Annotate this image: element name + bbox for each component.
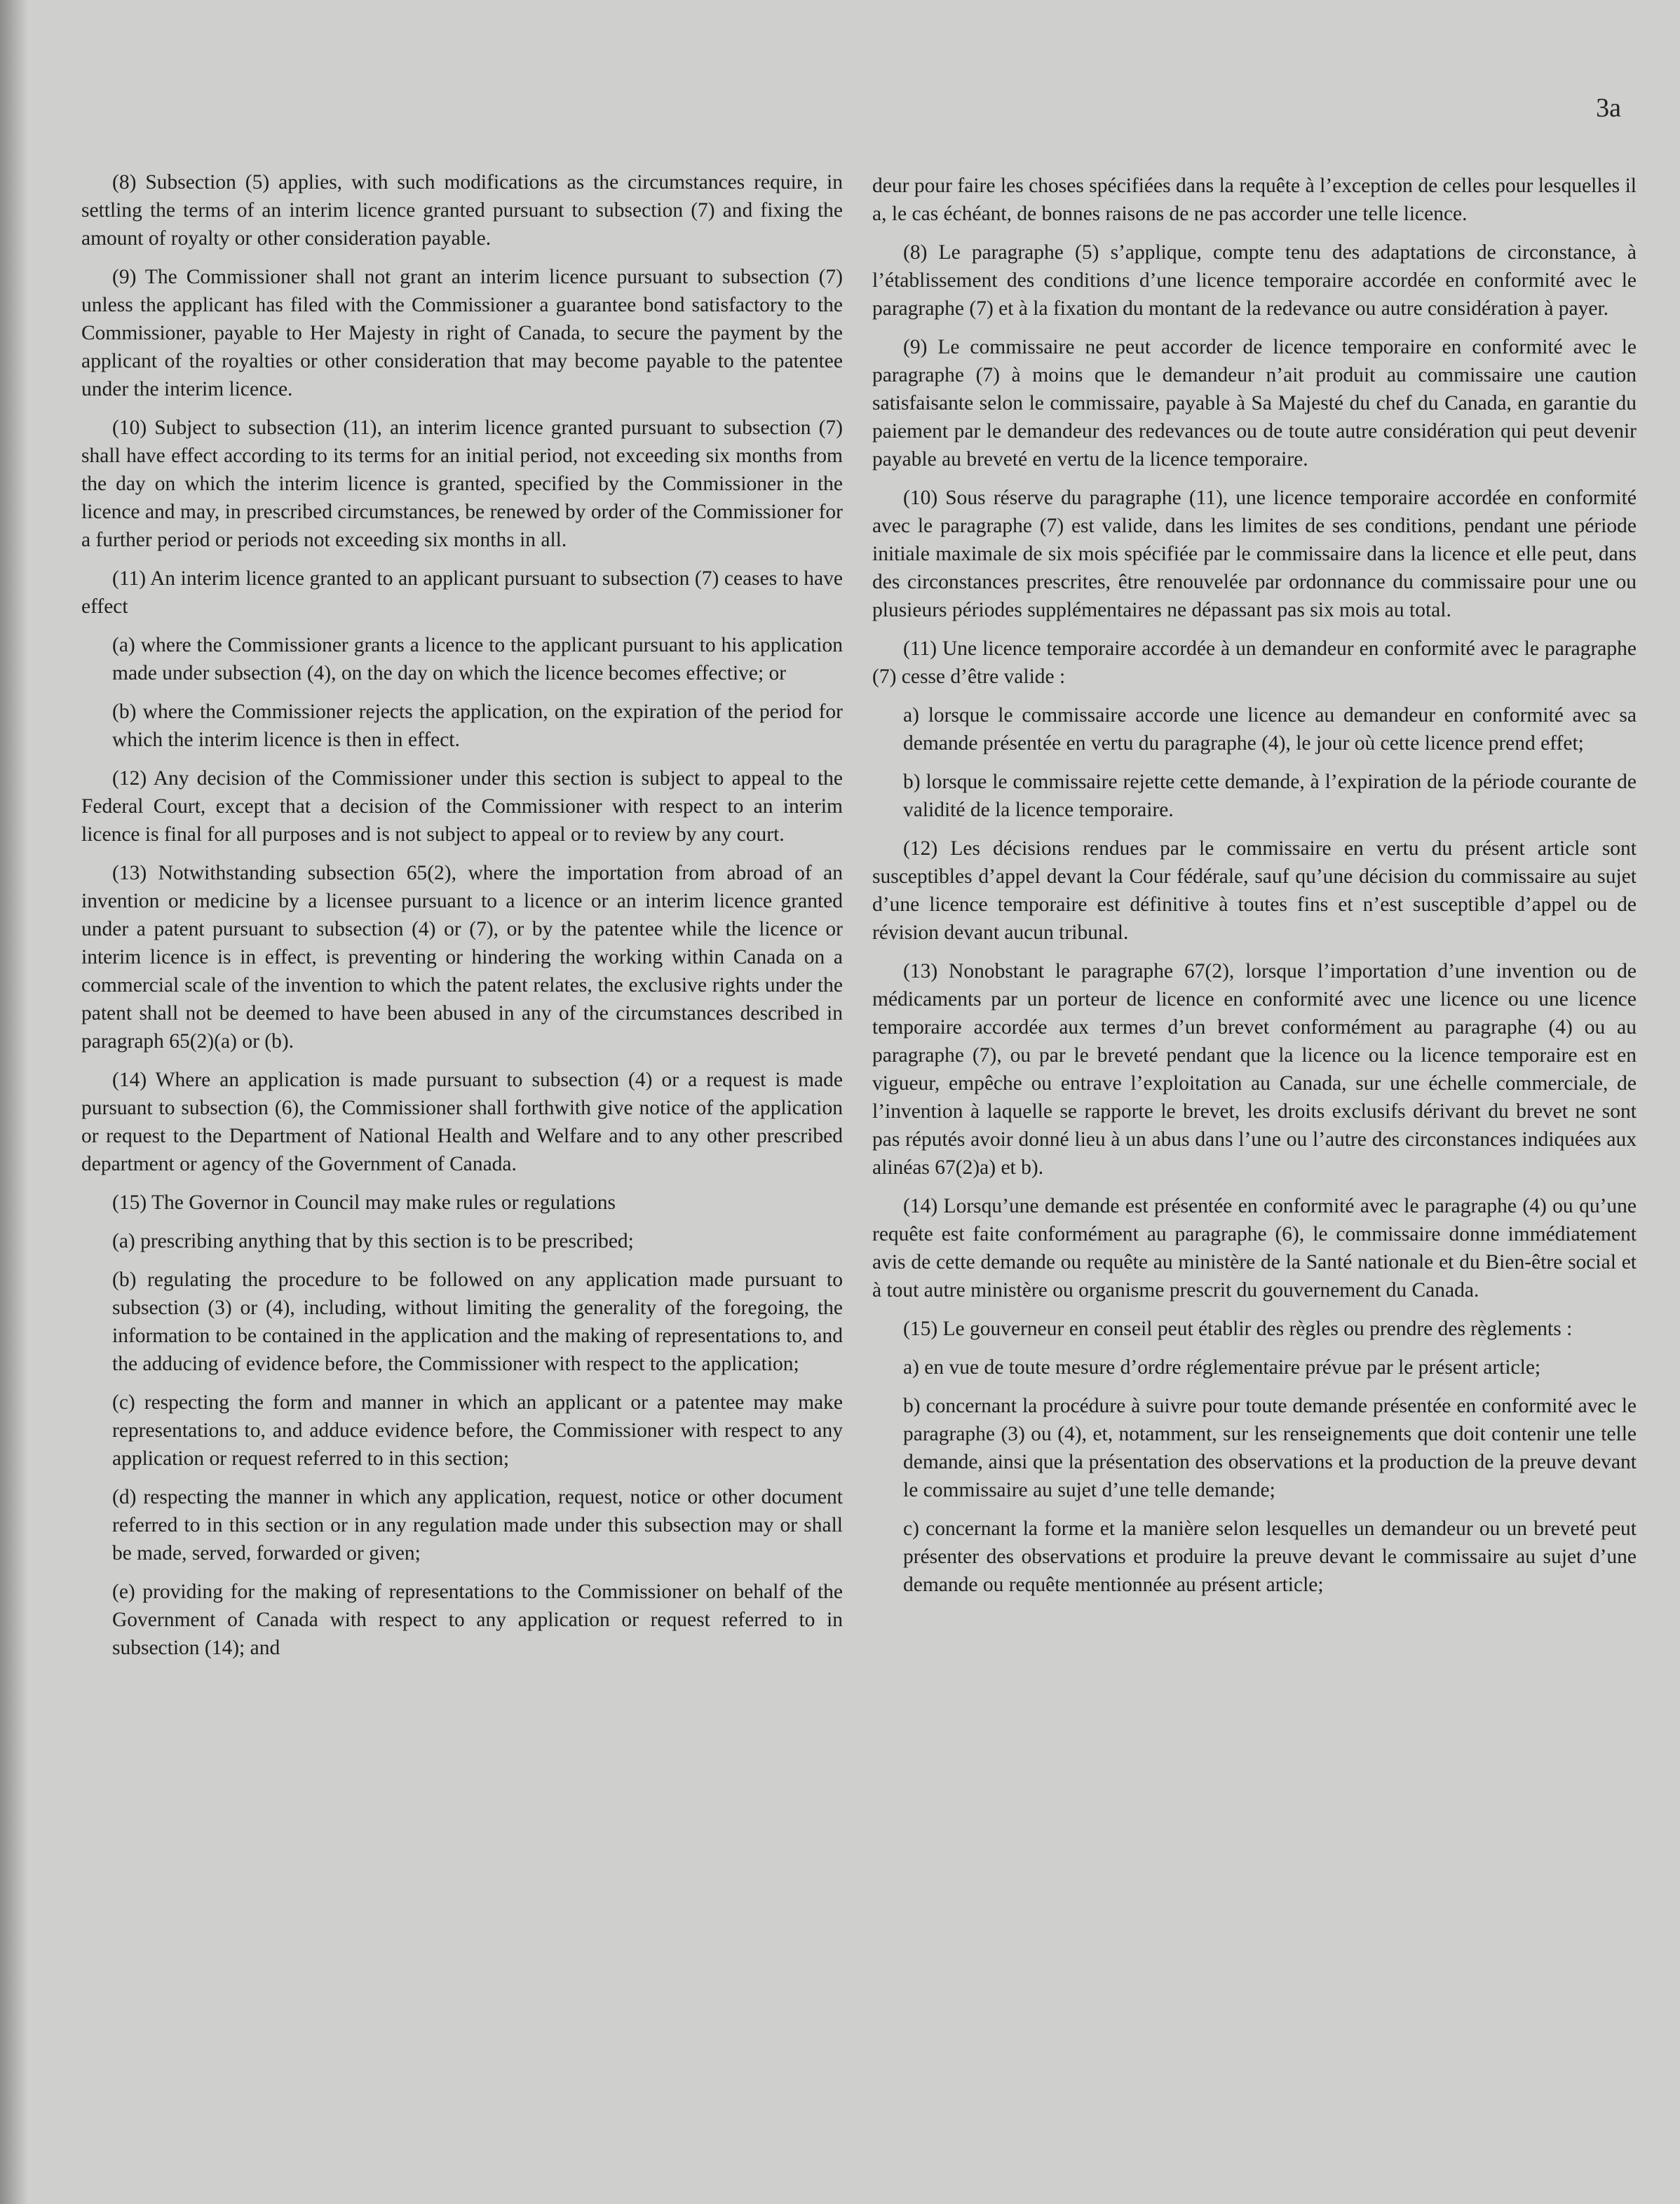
fr-paragraphe-14: (14) Lorsqu’une demande est présentée en conformité avec le paragraphe (4) ou qu’une requête est faite conformément au paragraphe (6), le commissaire donne immédiatement avis de cette demande ou requête au ministère de la Santé nationale et du Bien-être social et à tout autre ministère ou organisme prescrit du gouvernement du Canada. — [872, 1195, 1637, 1302]
fr-paragraphe-9: (9) Le commissaire ne peut accorder de licence temporaire en conformité avec le paragraphe (7) à moins que le demandeur n’ait produit au commissaire une caution satisfaisante selon le commissaire, payable à Sa Majesté du chef du Canada, en garantie du paiement par le demandeur des redevances ou de toute autre considération qui peut devenir payable au breveté en vertu de la licence temporaire. — [872, 336, 1637, 471]
en-subsection-14: (14) Where an application is made pursuant to subsection (4) or a request is made pursuant to subsection (6), the Commissioner shall forthwith give notice of the application or request to the Department of National Health and Welfare and to any other prescribed department or agency of the Government of Canada. — [81, 1069, 843, 1175]
en-subsection-15-c: (c) respecting the form and manner in which an applicant or a patentee may make representations to, and adduce evidence before, the Commissioner with respect to any application or request referred to in this section; — [112, 1391, 843, 1470]
fr-paragraphe-15: (15) Le gouverneur en conseil peut établir des règles ou prendre des règlements : — [903, 1318, 1573, 1340]
fr-paragraphe-11: (11) Une licence temporaire accordée à un demandeur en conformité avec le paragraphe (7) cesse d’être valide : — [872, 637, 1637, 688]
en-subsection-11-b: (b) where the Commissioner rejects the application, on the expiration of the period for which the interim licence is then in effect. — [112, 701, 843, 751]
en-subsection-15-d: (d) respecting the manner in which any application, request, notice or other document referred to in this section or in any regulation made under this subsection may or shall be made, served, forwarded or given; — [112, 1486, 843, 1564]
fr-paragraphe-11-b: b) lorsque le commissaire rejette cette demande, à l’expiration de la période courante de validité de la licence temporaire. — [903, 771, 1637, 821]
en-subsection-15-a: (a) prescribing anything that by this section is to be prescribed; — [112, 1230, 634, 1252]
fr-continuation: deur pour faire les choses spécifiées dans la requête à l’exception de celles pour lesquelles il a, le cas échéant, de bonnes raisons de ne pas accorder une telle licence. — [872, 175, 1637, 225]
fr-paragraphe-15-a: a) en vue de toute mesure d’ordre réglementaire prévue par le présent article; — [903, 1356, 1541, 1379]
en-subsection-11: (11) An interim licence granted to an applicant pursuant to subsection (7) ceases to have effect — [81, 567, 843, 618]
en-subsection-11-a: (a) where the Commissioner grants a licence to the applicant pursuant to his application made under subsection (4), on the day on which the licence becomes effective; or — [112, 634, 843, 684]
en-subsection-10: (10) Subject to subsection (11), an interim licence granted pursuant to subsection (7) shall have effect according to its terms for an initial period, not exceeding six months from the day on which the interim licence is granted, specified by the Commissioner in the licence and may, in prescribed circumstances, be renewed by order of the Commissioner for a further period or periods not exceeding six months in all. — [81, 417, 843, 551]
en-subsection-15-e: (e) providing for the making of representations to the Commissioner on behalf of the Government of Canada with respect to any application or request referred to in subsection (14); and — [112, 1581, 843, 1659]
fr-paragraphe-11-a: a) lorsque le commissaire accorde une licence au demandeur en conformité avec sa demande présentée en vertu du paragraphe (4), le jour où cette licence prend effet; — [903, 704, 1637, 755]
en-subsection-15: (15) The Governor in Council may make rules or regulations — [112, 1191, 616, 1214]
fr-paragraphe-13: (13) Nonobstant le paragraphe 67(2), lorsque l’importation d’une invention ou de médicaments par un porteur de licence en conformité avec une licence ou une licence temporaire accordée aux termes d’un brevet conformément au paragraphe (4) ou au paragraphe (7), ou par le breveté pendant que la licence ou la licence temporaire est en vigueur, empêche ou entrave l’exploitation au Canada, sur une échelle commerciale, de l’invention à laquelle se rapporte le brevet, les droits exclusifs dérivant du brevet ne sont pas réputés avoir donné lieu à un abus dans l’une ou l’autre des circonstances indiquées aux alinéas 67(2)a) et b). — [872, 960, 1637, 1179]
english-column — [81, 168, 843, 1672]
page-number: 3a — [1596, 93, 1621, 123]
fr-paragraphe-15-b: b) concernant la procédure à suivre pour toute demande présentée en conformité avec le paragraphe (3) ou (4), et, notamment, sur les renseignements que doit contenir une telle demande, ainsi que la présentation des observations et la production de la preuve devant le commissaire au sujet d’une telle demande; — [903, 1395, 1637, 1501]
fr-paragraphe-10: (10) Sous réserve du paragraphe (11), une licence temporaire accordée en conformité avec le paragraphe (7) est valide, dans les limites de ses conditions, pendant une période initiale maximale de six mois spécifiée par le commissaire dans la licence et elle peut, dans des circonstances prescrites, être renouvelée par ordonnance du commissaire pour une ou plusieurs périodes supplémentaires ne dépassant pas six mois au total. — [872, 487, 1637, 621]
fr-paragraphe-8: (8) Le paragraphe (5) s’applique, compte tenu des adaptations de circonstance, à l’établissement des conditions d’une licence temporaire accordée en conformité avec le paragraphe (7) et à la fixation du montant de la redevance ou autre considération à payer. — [872, 241, 1637, 320]
en-subsection-8: (8) Subsection (5) applies, with such modifications as the circumstances require, in settling the terms of an interim licence granted pursuant to subsection (7) and fixing the amount of royalty or other consideration payable. — [81, 171, 843, 250]
en-subsection-9: (9) The Commissioner shall not grant an interim licence pursuant to subsection (7) unless the applicant has filed with the Commissioner a guarantee bond satisfactory to the Commissioner, payable to Her Majesty in right of Canada, to secure the payment by the applicant of the royalties or other consideration that may become payable to the patentee under the interim licence. — [81, 266, 843, 400]
en-subsection-12: (12) Any decision of the Commissioner under this section is subject to appeal to the Federal Court, except that a decision of the Commissioner with respect to an interim licence is final for all purposes and is not subject to appeal or to review by any court. — [81, 767, 843, 846]
binding-shadow — [0, 0, 28, 2204]
en-subsection-13: (13) Notwithstanding subsection 65(2), where the importation from abroad of an invention or medicine by a licensee pursuant to a licence or an interim licence granted under a patent pursuant to subsection (4) or (7), or by the patentee while the licence or interim licence is in effect, is preventing or hindering the working within Canada on a commercial scale of the invention to which the patent relates, the exclusive rights under the patent shall not be deemed to have been abused in any of the circumstances described in paragraph 65(2)(a) or (b). — [81, 862, 843, 1053]
en-subsection-15-b: (b) regulating the procedure to be followed on any application made pursuant to subsection (3) or (4), including, without limiting the generality of the foregoing, the information to be contained in the application and the making of representations to, and the adducing of evidence before, the Commissioner with respect to the application; — [112, 1269, 843, 1375]
fr-paragraphe-12: (12) Les décisions rendues par le commissaire en vertu du présent article sont susceptibles d’appel devant la Cour fédérale, sauf qu’une décision du commissaire au sujet d’une licence temporaire est définitive à toutes fins et n’est susceptible d’appel ou de révision devant aucun tribunal. — [872, 837, 1637, 944]
french-column — [872, 172, 1637, 1609]
fr-paragraphe-15-c: c) concernant la forme et la manière selon lesquelles un demandeur ou un breveté peut présenter des observations et produire la preuve devant le commissaire au sujet d’une demande ou requête mentionnée au présent article; — [903, 1517, 1637, 1596]
